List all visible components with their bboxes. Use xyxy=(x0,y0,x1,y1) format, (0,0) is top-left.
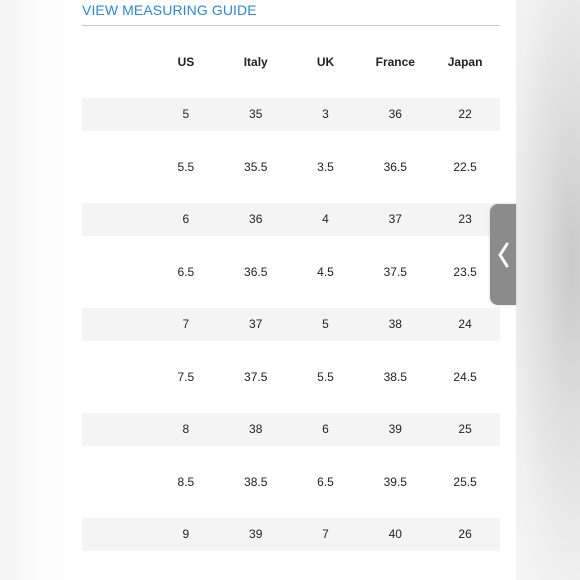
row-spacer xyxy=(82,141,151,194)
cell-us: 6.5 xyxy=(177,264,195,279)
cell-italy: 35 xyxy=(221,88,291,141)
table-row xyxy=(82,351,500,404)
cell-uk: 5 xyxy=(291,298,361,351)
cell-uk: 4 xyxy=(291,193,361,246)
row-spacer xyxy=(82,403,151,456)
row-spacer xyxy=(82,88,151,141)
cell-us: 5.5 xyxy=(177,159,195,174)
cell-france: 38 xyxy=(360,298,430,351)
cell-france: 37 xyxy=(360,193,430,246)
row-spacer xyxy=(82,508,151,561)
row-spacer xyxy=(82,246,151,299)
cell-us: 8.5 xyxy=(177,474,195,489)
table-row xyxy=(82,141,500,194)
cell-us: 7.5 xyxy=(177,369,195,384)
table-row xyxy=(82,508,500,561)
table-row xyxy=(82,456,500,509)
cell-france: 39.5 xyxy=(383,474,407,489)
row-spacer xyxy=(82,193,151,246)
row-spacer xyxy=(82,351,151,404)
cell-japan: 25.5 xyxy=(453,474,477,489)
cell-italy: 37 xyxy=(221,298,291,351)
cell-italy: 36.5 xyxy=(244,264,268,279)
column-header-uk: UK xyxy=(316,55,335,69)
cell-us: 5 xyxy=(151,88,221,141)
row-spacer xyxy=(82,456,151,509)
cell-italy: 38 xyxy=(221,403,291,456)
cell-france: 39 xyxy=(360,403,430,456)
cell-italy: 36 xyxy=(221,193,291,246)
cell-italy: 35.5 xyxy=(244,159,268,174)
cell-uk: 3 xyxy=(291,88,361,141)
size-conversion-table xyxy=(82,36,500,561)
side-panel-toggle[interactable] xyxy=(490,204,516,305)
size-rows xyxy=(82,88,500,561)
cell-us: 9 xyxy=(151,508,221,561)
cell-france: 38.5 xyxy=(383,369,407,384)
cell-japan: 26 xyxy=(430,508,500,561)
column-header-japan: Japan xyxy=(447,55,483,69)
cell-uk: 7 xyxy=(291,508,361,561)
divider xyxy=(82,25,500,26)
table-row xyxy=(82,298,500,351)
cell-italy: 37.5 xyxy=(244,369,268,384)
cell-us: 6 xyxy=(151,193,221,246)
cell-uk: 3.5 xyxy=(317,159,334,174)
cell-uk: 6.5 xyxy=(317,474,334,489)
background-left xyxy=(0,0,82,580)
cell-italy: 39 xyxy=(221,508,291,561)
table-row xyxy=(82,403,500,456)
cell-france: 36.5 xyxy=(383,159,407,174)
background-right xyxy=(510,0,580,580)
column-header-france: France xyxy=(375,55,415,69)
table-row xyxy=(82,193,500,246)
chevron-left-icon xyxy=(496,242,510,268)
cell-japan: 24.5 xyxy=(453,369,477,384)
column-header-us: US xyxy=(177,55,195,69)
view-measuring-guide-link[interactable]: VIEW MEASURING GUIDE xyxy=(82,2,257,18)
cell-uk: 4.5 xyxy=(317,264,334,279)
cell-japan: 22.5 xyxy=(453,159,477,174)
row-spacer xyxy=(82,298,151,351)
table-row xyxy=(82,88,500,141)
table-row xyxy=(82,246,500,299)
column-header-italy: Italy xyxy=(243,55,268,69)
cell-japan: 22 xyxy=(430,88,500,141)
cell-uk: 6 xyxy=(291,403,361,456)
cell-france: 36 xyxy=(360,88,430,141)
cell-japan: 24 xyxy=(430,298,500,351)
cell-us: 8 xyxy=(151,403,221,456)
cell-japan: 25 xyxy=(430,403,500,456)
cell-japan: 23 xyxy=(430,193,500,246)
header-spacer xyxy=(82,36,151,88)
cell-uk: 5.5 xyxy=(317,369,334,384)
cell-italy: 38.5 xyxy=(244,474,268,489)
cell-france: 40 xyxy=(360,508,430,561)
cell-japan: 23.5 xyxy=(453,264,477,279)
cell-us: 7 xyxy=(151,298,221,351)
table-header-row xyxy=(82,36,500,88)
cell-france: 37.5 xyxy=(383,264,407,279)
